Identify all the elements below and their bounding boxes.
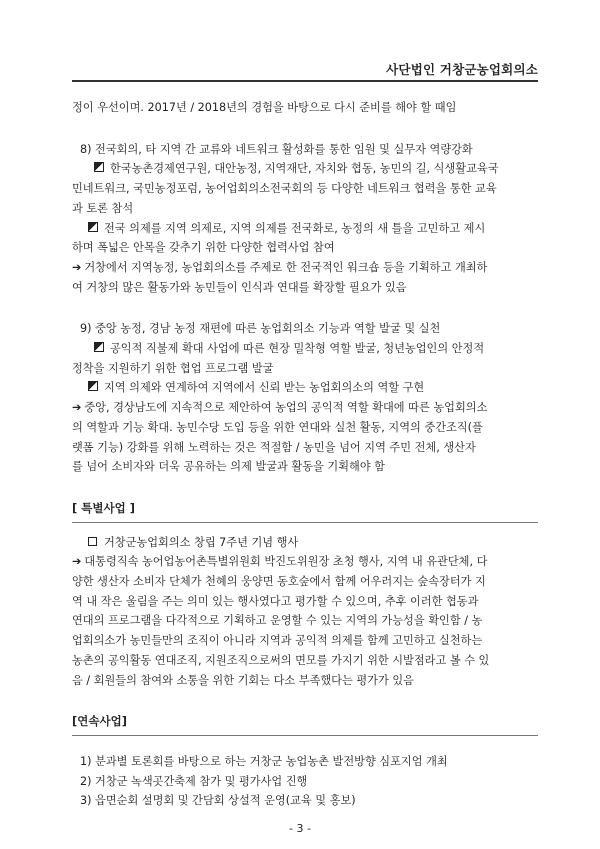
special-arrow-cont: 업회의소가 농민들만의 조직이 아니라 지역과 공익적 의제를 함께 고민하고 실천하는 [72,634,483,648]
special-arrow-cont: 음 / 회원들의 참여와 소통을 위한 기회는 다소 부족했다는 평가가 있음 [72,673,414,687]
header-org-name: 사단법인 거창군농업회의소 [386,62,538,77]
arrow-right-icon: ➔ [72,260,82,274]
continuing-item-1: 1) 분과별 토론회를 바탕으로 하는 거창군 농업농촌 발전방향 심포지엄 개최 [80,754,448,768]
item9-arrow: ➔ 중앙, 경상남도에 지속적으로 제안하여 농업의 공익적 역할 확대에 따른 농업회의소 [72,401,488,415]
item9-heading: 9) 중앙 농정, 경남 농정 재편에 따른 농업회의소 기능과 역할 발굴 및 실천 [80,322,441,336]
item8-bullet1-cont: 과 토론 참석 [72,201,134,215]
special-arrow-cont: 역 내 작은 울림을 주는 의미 있는 행사였다고 평가할 수 있으며, 추후 이러한 협동과 [72,594,479,608]
item8-heading: 8) 전국회의, 타 지역 간 교류와 네트워크 활성화를 통한 임원 및 실무자 역량강화 [80,142,473,156]
special-bullet: 거창군농업회의소 창립 7주년 기념 행사 [72,533,538,553]
special-arrow-cont: 연대의 프로그램을 다각적으로 기획하고 운영할 수 있는 지역의 가능성을 확인함 / 농 [72,614,483,628]
item8-bullet2: 전국 의제를 지역 의제로, 지역 의제를 전국화로, 농정의 새 틀을 고민하고 제시 [72,219,538,239]
item9-bullet1: 공익적 직불제 확대 사업에 따른 현장 밀착형 역할 발굴, 청년농업인의 안정적 [72,339,538,359]
continuing-item-3: 3) 읍면순회 설명회 및 간담회 상설적 운영(교육 및 홍보) [80,794,356,808]
special-arrow-cont: 농촌의 공익활동 연대조직, 지원조직으로써의 면모를 가지기 위한 시발점라고 볼 수 있 [72,653,490,667]
item8-bullet1-cont: 민네트워크, 국민농정포럼, 농어업회의소전국회의 등 다양한 네트워크 협력을 통한 교육 [72,182,497,196]
square-bullet-icon [94,162,104,172]
header-rule [72,80,538,82]
page-number: - 3 - [289,822,311,835]
arrow-right-icon: ➔ [72,401,82,415]
item8-arrow-cont: 여 거창의 많은 활동가와 농민들이 인식과 연대를 확장할 필요가 있음 [72,280,407,294]
item9-arrow-cont: 의 역할과 기능 확대. 농민수당 도입 등을 위한 연대와 실천 활동, 지역의 중간조직(플 [72,420,483,434]
item9-bullet2: 지역 의제와 연계하여 지역에서 신뢰 받는 농업회의소의 역할 구현 [72,378,538,398]
item8-bullet1: 한국농촌경제연구원, 대안농정, 지역재단, 자치와 협동, 농민의 길, 식생활교육국 [72,159,538,179]
item9-bullet1-cont: 정착을 지원하기 위한 협업 프로그램 발굴 [72,361,274,375]
arrow-right-icon: ➔ [72,555,82,569]
continuing-section-title: [연속사업] [72,714,127,729]
item8-arrow: ➔ 거창에서 지역농정, 농업회의소를 주제로 한 전국적인 워크숍 등을 기획하고 개최하 [72,260,488,274]
continuation-text: 정이 우선이며. 2017년 / 2018년의 경험을 바탕으로 다시 준비를 해야 할 때임 [72,101,457,114]
special-section-title: [ 특별사업 ] [72,500,135,515]
special-arrow-cont: 양한 생산자 소비자 단체가 천혜의 웅양면 동호숲에서 함께 어우러지는 숲속장터가 지 [72,575,486,589]
special-arrow: ➔ 대통령직속 농어업농어촌특별위원회 박진도위원장 초청 행사, 지역 내 유관단체, 다 [72,555,488,569]
continuing-item-2: 2) 거창군 녹색곳간축제 참가 및 평가사업 진행 [80,774,308,788]
item9-arrow-cont: 랫폼 기능) 강화를 위해 노력하는 것은 적절함 / 농민을 넘어 지역 주민 전체, 생산자 [72,440,476,454]
square-bullet-icon [94,342,104,352]
item9-arrow-cont: 를 넘어 소비자와 더욱 공유하는 의제 발굴과 활동을 기획해야 함 [72,460,385,474]
open-square-bullet-icon [88,537,97,546]
item8-bullet2-cont: 하며 폭넓은 안목을 갖추기 위한 다양한 협력사업 참여 [72,241,335,255]
square-bullet-icon [88,222,98,232]
document-body [72,98,538,811]
square-bullet-icon [88,381,98,391]
